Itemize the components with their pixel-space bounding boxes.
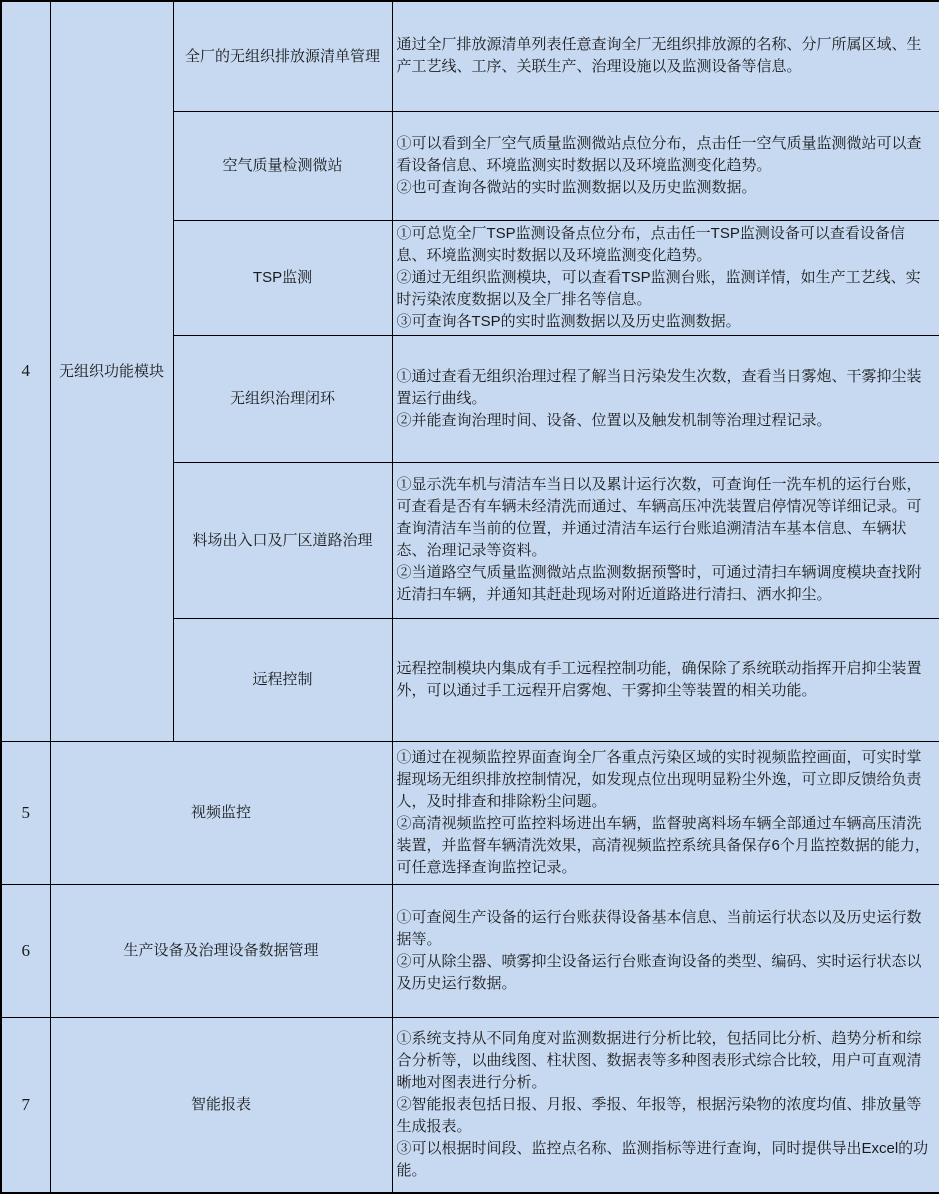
description-paragraph: ①可总览全厂TSP监测设备点位分布，点击任一TSP监测设备可以查看设备信息、环境监测实时数据以及环境监测变化趋势。 (396, 224, 905, 264)
table-row (1, 884, 939, 1017)
feature-cell: 料场出入口及厂区道路治理 (173, 462, 392, 618)
seq-cell-7: 7 (1, 1017, 50, 1193)
description-paragraph: ②智能报表包括日报、月报、季报、年报等，根据污染物的浓度均值、排放量等生成报表。 (396, 1095, 922, 1135)
description-paragraph: ②当道路空气质量监测微站点监测数据预警时，可通过清扫车辆调度模块查找附近清扫车辆，并通知其赶赴现场对附近道路进行清扫、洒水抑尘。 (396, 564, 922, 603)
feature-cell: 智能报表 (50, 1017, 392, 1193)
description-cell (392, 884, 939, 1017)
description-cell (392, 111, 939, 220)
feature-cell: 无组织治理闭环 (173, 335, 392, 462)
feature-cell: 全厂的无组织排放源清单管理 (173, 1, 392, 111)
feature-cell: 视频监控 (50, 741, 392, 884)
module-cell: 无组织功能模块 (50, 1, 173, 741)
description-paragraph: ①可查阅生产设备的运行台账获得设备基本信息、当前运行状态以及历史运行数据等。 (396, 908, 922, 948)
description-cell (392, 335, 939, 462)
description-paragraph: ①显示洗车机与清洁车当日以及累计运行次数，可查询任一洗车机的运行台账，可查看是否有车辆未经清洗而通过、车辆高压冲洗装置启停情况等详细记录。可查询清洁车当前的位置，并通过清洁车运行台账追溯清洁车基本信息、车辆状态、治理记录等资料。 (396, 476, 922, 559)
description-paragraph: ①通过在视频监控界面查询全厂各重点污染区域的实时视频监控画面，可实时掌握现场无组织排放控制情况，如发现点位出现明显粉尘外逸，可立即反馈给负责人，及时排查和排除粉尘问题。 (396, 748, 922, 810)
seq-cell-4: 4 (1, 1, 50, 741)
description-paragraph: ①通过查看无组织治理过程了解当日污染发生次数，查看当日雾炮、干雾抑尘装置运行曲线。 (396, 367, 922, 407)
description-cell (392, 462, 939, 618)
description-cell (392, 618, 939, 741)
feature-cell: 空气质量检测微站 (173, 111, 392, 220)
description-paragraph: ②并能查询治理时间、设备、位置以及触发机制等治理过程记录。 (396, 411, 832, 429)
description-paragraph: ②高清视频监控可监控料场进出车辆，监督驶离料场车辆全部通过车辆高压清洗装置，并监督车辆清洗效果，高清视频监控系统具备保存6个月监控数据的能力，可任意选择查询监控记录。 (396, 814, 930, 876)
table-row (1, 1, 939, 111)
feature-cell: 远程控制 (173, 618, 392, 741)
seq-cell-5: 5 (1, 741, 50, 884)
table-row (1, 1017, 939, 1193)
description-paragraph: ②也可查询各微站的实时监测数据以及历史监测数据。 (396, 178, 757, 196)
description-paragraph: ③可以根据时间段、监控点名称、监测指标等进行查询，同时提供导出Excel的功能。 (396, 1139, 929, 1179)
description-paragraph: ①系统支持从不同角度对监测数据进行分析比较，包括同比分析、趋势分析和综合分析等，以曲线图、柱状图、数据表等多种图表形式综合比较，用户可直观清晰地对图表进行分析。 (396, 1029, 922, 1091)
feature-cell: 生产设备及治理设备数据管理 (50, 884, 392, 1017)
table-row (1, 741, 939, 884)
description-paragraph: ①可以看到全厂空气质量监测微站点位分布，点击任一空气质量监测微站可以查看设备信息、环境监测实时数据以及环境监测变化趋势。 (396, 134, 922, 174)
description-cell (392, 1, 939, 111)
description-cell (392, 1017, 939, 1193)
description-paragraph: ②可从除尘器、喷雾抑尘设备运行台账查询设备的类型、编码、实时运行状态以及历史运行数据。 (396, 952, 922, 992)
seq-cell-6: 6 (1, 884, 50, 1017)
description-paragraph: ②通过无组织监测模块，可以查看TSP监测台账，监测详情，如生产工艺线、实时污染浓度数据以及全厂排名等信息。 (396, 268, 921, 308)
feature-cell: TSP监测 (173, 220, 392, 335)
description-paragraph: 远程控制模块内集成有手工远程控制功能，确保除了系统联动指挥开启抑尘装置外，可以通过手工远程开启雾炮、干雾抑尘等装置的相关功能。 (396, 659, 922, 699)
description-paragraph: ③可查询各TSP的实时监测数据以及历史监测数据。 (396, 312, 741, 330)
description-cell (392, 220, 939, 335)
description-paragraph: 通过全厂排放源清单列表任意查询全厂无组织排放源的名称、分厂所属区域、生产工艺线、工序、关联生产、治理设施以及监测设备等信息。 (396, 36, 922, 76)
description-cell (392, 741, 939, 884)
